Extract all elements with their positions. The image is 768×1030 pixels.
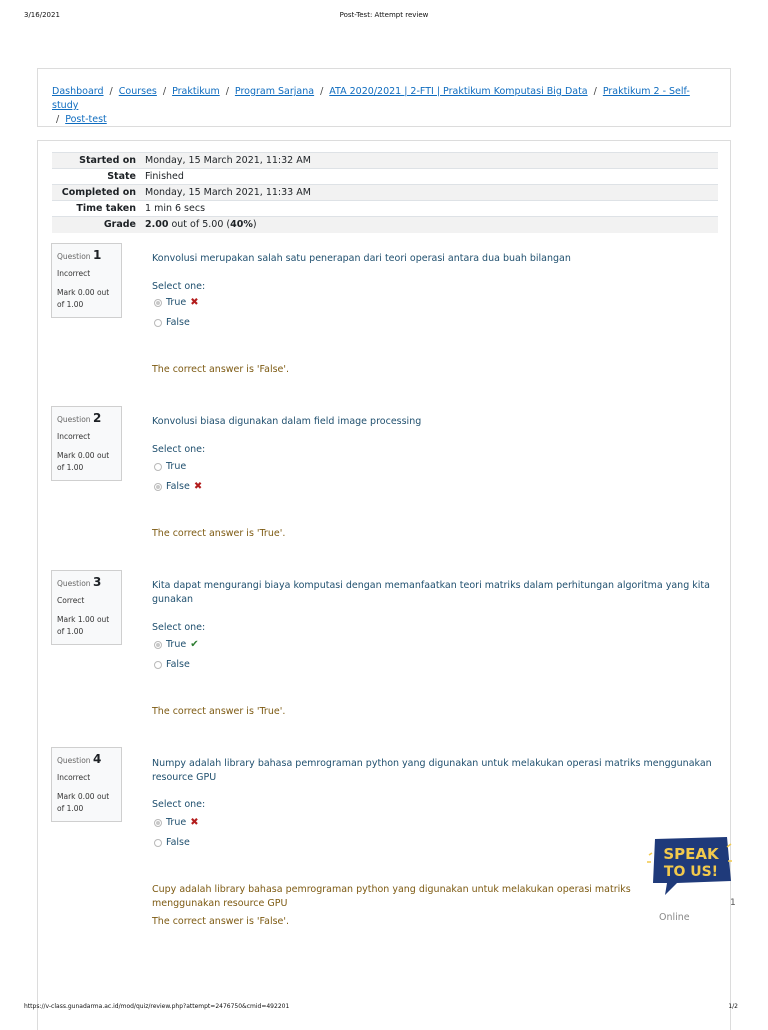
correct-check-icon: ✔ [190, 639, 199, 650]
summary-label: Grade [103, 219, 136, 231]
breadcrumb-dashboard[interactable]: Dashboard [52, 86, 104, 97]
radio-icon[interactable] [154, 463, 162, 471]
select-one-label: Select one: [152, 444, 206, 455]
incorrect-cross-icon: ✖ [190, 297, 199, 308]
summary-label: Completed on [61, 187, 136, 198]
option-false-3[interactable] [154, 659, 190, 670]
option-label: False [166, 659, 190, 670]
radio-checked-icon[interactable] [154, 819, 162, 827]
option-false-1[interactable] [154, 317, 190, 328]
option-label: False [166, 837, 190, 848]
option-true-1[interactable] [154, 297, 199, 308]
summary-value: Finished [145, 171, 184, 182]
breadcrumb-course[interactable]: ATA 2020/2021 | 2-FTI | Praktikum Komputasi Big Data [329, 86, 588, 97]
print-date: 3/16/2021 [24, 11, 60, 19]
grade-close: ) [252, 219, 257, 231]
radio-checked-icon[interactable] [154, 641, 162, 649]
option-true-3[interactable] [154, 639, 199, 650]
option-label: False [166, 481, 190, 492]
speak-line-2: TO US! [663, 864, 719, 880]
summary-row-started [52, 153, 718, 169]
option-true-2[interactable] [154, 461, 186, 472]
option-false-4[interactable] [154, 837, 190, 848]
speak-to-us-widget[interactable] [647, 837, 732, 897]
summary-value: Monday, 15 March 2021, 11:32 AM [145, 155, 311, 166]
select-one-label: Select one: [152, 281, 206, 292]
question-number: 4 [92, 752, 102, 766]
correct-answer-2: The correct answer is 'True'. [152, 528, 286, 539]
attempt-summary-table [52, 152, 718, 233]
question-mark: Mark 1.00 out of 1.00 [57, 615, 110, 636]
breadcrumb-separator: / [162, 86, 167, 97]
question-number: 1 [92, 248, 102, 262]
option-label: True [166, 817, 187, 828]
question-text-2: Konvolusi biasa digunakan dalam field image processing [152, 416, 422, 427]
question-state: Correct [57, 596, 85, 605]
select-one-label: Select one: [152, 622, 206, 633]
radio-icon[interactable] [154, 661, 162, 669]
correct-answer-3: The correct answer is 'True'. [152, 706, 286, 717]
radio-checked-icon[interactable] [154, 483, 162, 491]
question-word: Question [57, 579, 91, 588]
option-true-4[interactable] [154, 817, 199, 828]
question-state: Incorrect [57, 269, 91, 278]
correct-answer-4: The correct answer is 'False'. [152, 916, 290, 927]
question-info-1 [51, 243, 122, 318]
breadcrumb-section[interactable]: Praktikum 2 - Self-study [52, 86, 690, 111]
question-info-4 [51, 747, 122, 822]
summary-label: State [107, 171, 136, 182]
summary-row-completed [52, 185, 718, 201]
grade-rest: out of 5.00 ( [168, 219, 231, 231]
summary-value: Monday, 15 March 2021, 11:33 AM [145, 187, 311, 198]
question-text-4: Numpy adalah library bahasa pemrograman python yang digunakan untuk melakukan operasi matriks menggunakan resource GPU [152, 758, 712, 783]
grade-score: 2.00 [145, 219, 169, 231]
incorrect-cross-icon: ✖ [190, 817, 199, 828]
print-title: Post-Test: Attempt review [339, 11, 429, 19]
online-status: Online [659, 912, 690, 923]
option-label: True [166, 461, 187, 472]
question-number: 3 [92, 575, 102, 589]
radio-icon[interactable] [154, 839, 162, 847]
breadcrumb-post-test[interactable]: Post-test [65, 114, 107, 125]
breadcrumb-separator: / [109, 86, 113, 97]
summary-row-time [52, 201, 718, 217]
summary-value [145, 217, 718, 233]
question-word: Question [57, 756, 91, 765]
question-mark: Mark 0.00 out of 1.00 [57, 451, 110, 472]
question-number: 2 [92, 411, 102, 425]
summary-row-grade [52, 217, 718, 233]
option-label: True [166, 297, 187, 308]
question-word: Question [57, 415, 91, 424]
breadcrumb-praktikum[interactable]: Praktikum [172, 86, 220, 97]
radio-checked-icon[interactable] [154, 299, 162, 307]
radio-icon[interactable] [154, 319, 162, 327]
speak-line-1: SPEAK [663, 845, 719, 863]
breadcrumb-separator: / [56, 114, 60, 125]
breadcrumb-separator: / [593, 86, 597, 97]
question-info-2 [51, 406, 122, 481]
incorrect-cross-icon: ✖ [193, 481, 203, 492]
question-text-1: Konvolusi merupakan salah satu penerapan dari teori operasi antara dua buah bilangan [152, 253, 571, 264]
question-info-3 [51, 570, 122, 645]
summary-label: Started on [79, 155, 136, 166]
question-text-3: Kita dapat mengurangi biaya komputasi dengan memanfaatkan teori matriks dalam perhitungan algoritma yang kita gunakan [152, 580, 710, 605]
option-label: True [166, 639, 187, 650]
breadcrumb-container [37, 68, 731, 127]
breadcrumb-separator: / [320, 86, 324, 97]
chat-badge-count: 1 [730, 898, 736, 908]
summary-label: Time taken [76, 203, 136, 214]
question-mark: Mark 0.00 out of 1.00 [57, 792, 110, 813]
question-mark: Mark 0.00 out of 1.00 [57, 288, 110, 309]
breadcrumb [52, 85, 716, 127]
select-one-label: Select one: [152, 799, 206, 810]
breadcrumb-separator: / [225, 86, 229, 97]
summary-row-state [52, 169, 718, 185]
print-url: https://v-class.gunadarma.ac.id/mod/quiz/review.php?attempt=2476750&cmid=492201 [24, 1003, 290, 1010]
question-state: Incorrect [57, 432, 91, 441]
print-page-number: 1/2 [728, 1003, 738, 1010]
summary-value: 1 min 6 secs [145, 203, 206, 214]
question-word: Question [57, 252, 91, 261]
question-state: Incorrect [57, 773, 91, 782]
breadcrumb-program-sarjana[interactable]: Program Sarjana [234, 86, 315, 97]
general-feedback-4: Cupy adalah library bahasa pemrograman python yang digunakan untuk melakukan operasi matriks menggunakan resource GPU [152, 884, 631, 909]
option-false-2[interactable] [154, 481, 202, 492]
breadcrumb-courses[interactable]: Courses [118, 86, 157, 97]
grade-percent: 40% [230, 219, 253, 231]
correct-answer-1: The correct answer is 'False'. [152, 364, 290, 375]
option-label: False [166, 317, 190, 328]
